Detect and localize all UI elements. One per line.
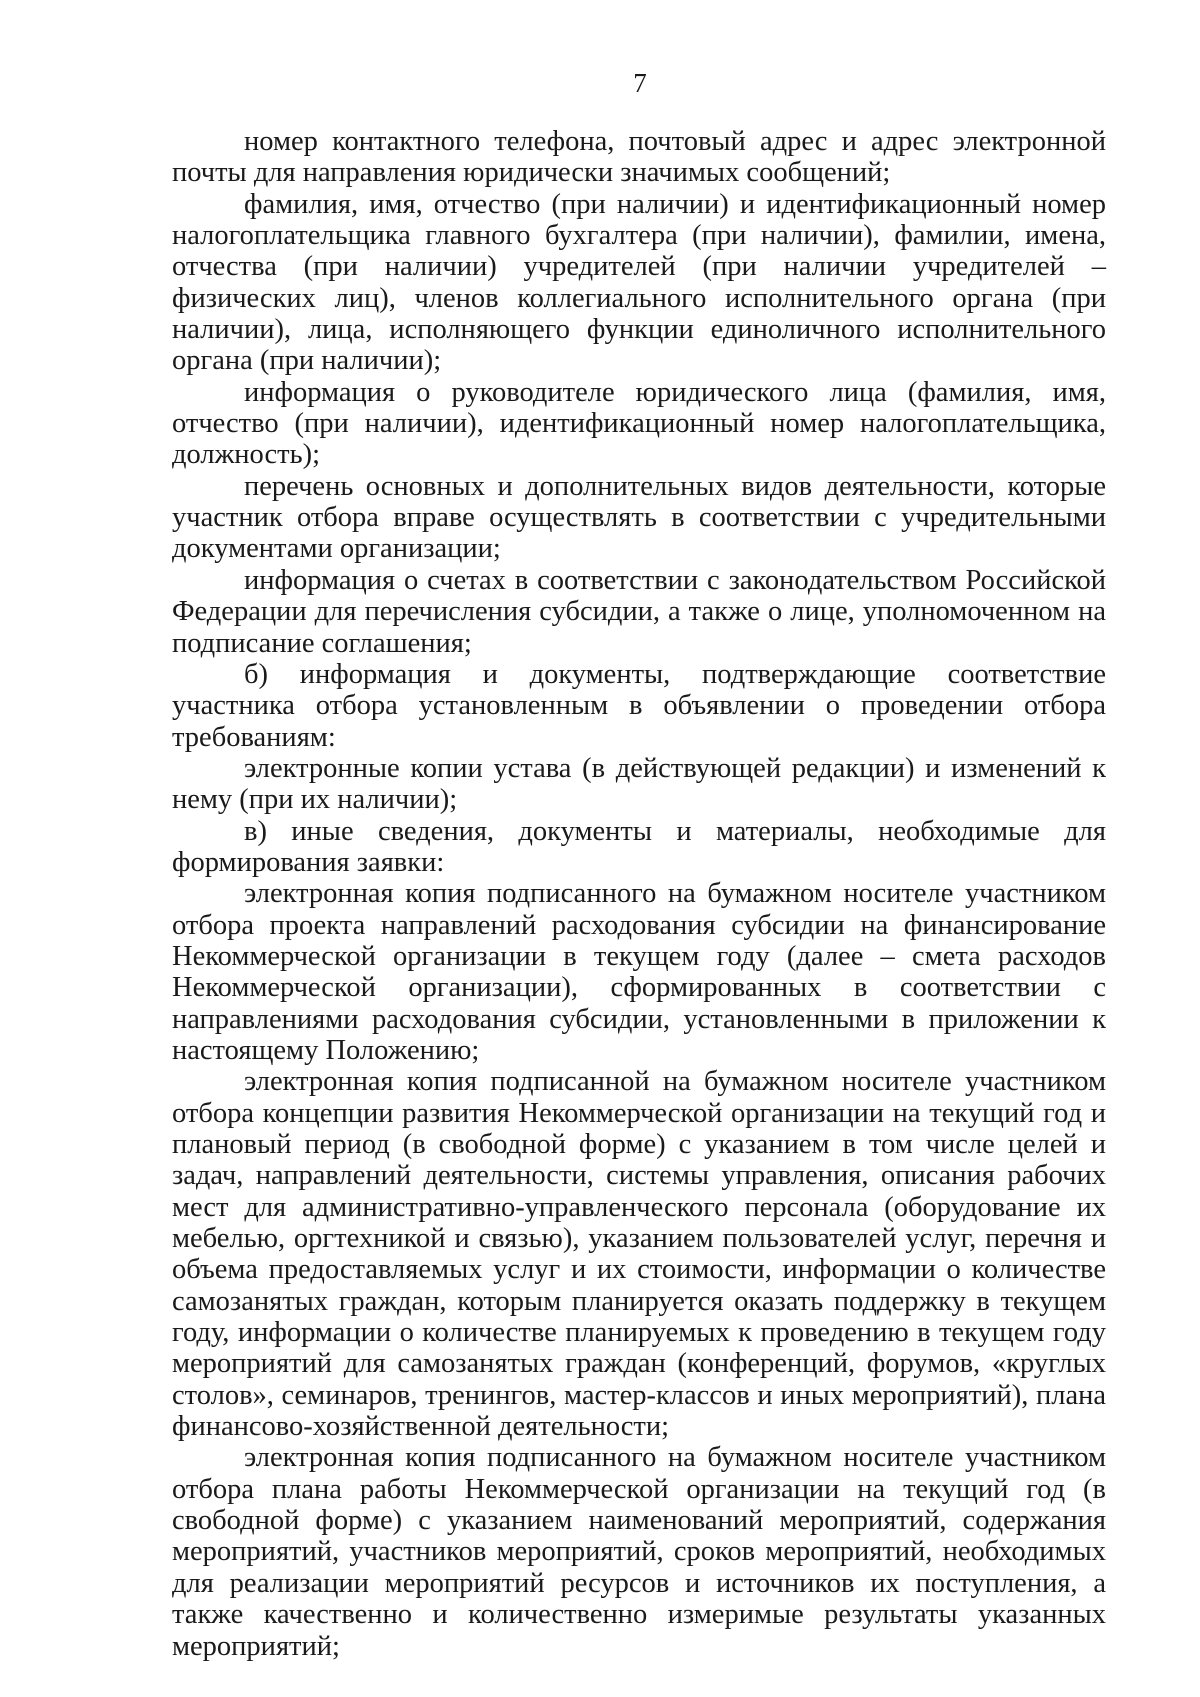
paragraph-contact-info: номер контактного телефона, почтовый адрес и адрес электронной почты для направления юридически значимых сообщений; xyxy=(172,126,1106,189)
paragraph-work-plan: электронная копия подписанного на бумажном носителе участником отбора плана работы Некоммерческой организации на текущий год (в свободной форме) с указанием наименований мероприятий, содержания мероприятий, участников мероприятий, сроков мероприятий, необходимых для реализации мероприятий ресурсов и источников их поступления, а также качественно и количественно измеримые результаты указанных мероприятий; xyxy=(172,1442,1106,1662)
paragraph-charter-copies: электронные копии устава (в действующей редакции) и изменений к нему (при их наличии); xyxy=(172,752,1106,816)
paragraph-development-concept: электронная копия подписанной на бумажном носителе участником отбора концепции развития Некоммерческой организации на текущий год и плановый период (в свободной форме) с указанием в том числе целей и задач, направлений деятельности, системы управления, описания рабочих мест для административно-управленческого персонала (оборудование их мебелью, оргтехникой и связью), указанием пользователей услуг, перечня и объема предоставляемых услуг и их стоимости, информации о количестве самозанятых граждан, которым планируется оказать поддержку в текущем году, информации о количестве планируемых к проведению в текущем году мероприятий для самозанятых граждан (конференций, форумов, «круглых столов», семинаров, тренингов, мастер-классов и иных мероприятий), плана финансово-хозяйственной деятельности; xyxy=(172,1066,1106,1443)
paragraph-accounts-info: информация о счетах в соответствии с законодательством Российской Федерации для перечисления субсидии, а также о лице, уполномоченном на подписание соглашения; xyxy=(172,564,1106,659)
paragraph-item-b: б) информация и документы, подтверждающие соответствие участника отбора установленным в объявлении о проведении отбора требованиям: xyxy=(172,658,1106,753)
paragraph-item-v: в) иные сведения, документы и материалы, необходимые для формирования заявки: xyxy=(172,815,1106,878)
paragraph-head-info: информация о руководителе юридического лица (фамилия, имя, отчество (при наличии), идентификационный номер налогоплательщика, должность); xyxy=(172,376,1106,471)
document-body xyxy=(172,126,1106,1662)
page-number: 7 xyxy=(633,68,647,98)
paragraph-activities-list: перечень основных и дополнительных видов деятельности, которые участник отбора вправе осуществлять в соответствии с учредительными документами организации; xyxy=(172,470,1106,565)
paragraph-accountant-founders: фамилия, имя, отчество (при наличии) и идентификационный номер налогоплательщика главного бухгалтера (при наличии), фамилии, имена, отчества (при наличии) учредителей (при наличии учредителей – физических лиц), членов коллегиального исполнительного органа (при наличии), лица, исполняющего функции единоличного исполнительного органа (при наличии); xyxy=(172,188,1106,377)
paragraph-expense-plan: электронная копия подписанного на бумажном носителе участником отбора проекта направлений расходования субсидии на финансирование Некоммерческой организации в текущем году (далее – смета расходов Некоммерческой организации), сформированных в соответствии с направлениями расходования субсидии, установленными в приложении к настоящему Положению; xyxy=(172,878,1106,1066)
